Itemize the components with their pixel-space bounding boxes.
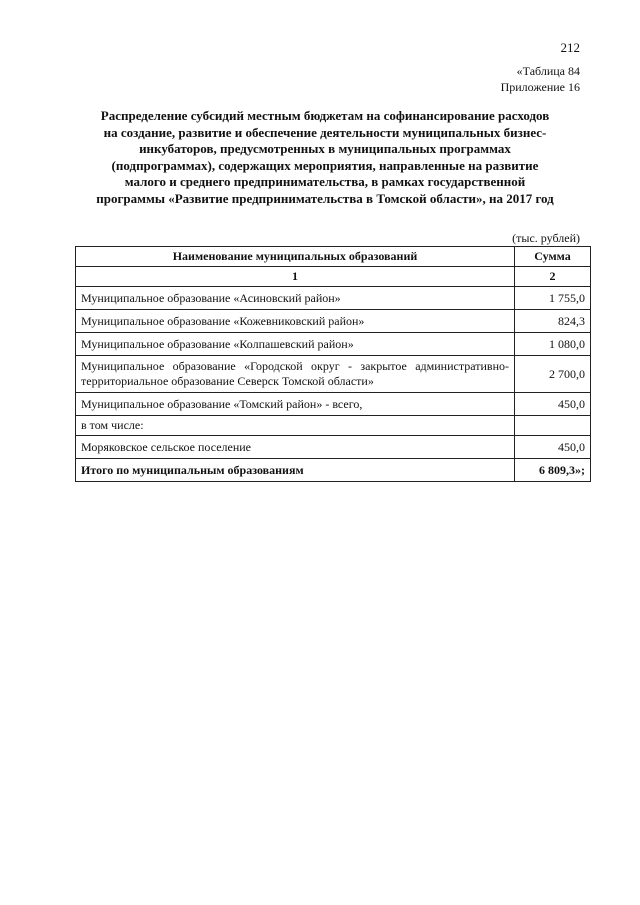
total-row: [76, 459, 591, 482]
total-label: Итого по муниципальным образованиям: [76, 459, 515, 482]
page-number: 212: [560, 40, 580, 55]
municipality-name: Муниципальное образование «Асиновский район»: [76, 287, 515, 310]
subsidy-amount: 1 755,0: [515, 287, 591, 310]
column-header-name: Наименование муниципальных образований: [76, 247, 515, 267]
title-line: Распределение субсидий местным бюджетам на софинансирование расходов: [100, 108, 550, 123]
subsidy-amount: 450,0: [515, 436, 591, 459]
subsidy-amount: 824,3: [515, 310, 591, 333]
subsidy-amount: 2 700,0: [515, 356, 591, 393]
subsidy-table: [75, 246, 591, 482]
table-row: [76, 436, 591, 459]
table-row: [76, 333, 591, 356]
total-amount: 6 809,3»;: [515, 459, 591, 482]
title-line: программы «Развитие предпринимательства в Томской области», на 2017 год: [96, 190, 554, 206]
document-title: [70, 108, 580, 207]
municipality-name: в том числе:: [76, 416, 515, 436]
municipality-name: Муниципальное образование «Кожевниковский район»: [76, 310, 515, 333]
column-number: 1: [76, 267, 515, 287]
subsidy-amount: 1 080,0: [515, 333, 591, 356]
title-line: инкубаторов, предусмотренных в муниципальных программах: [139, 141, 511, 156]
subsidy-amount: [515, 416, 591, 436]
table-header-row: [76, 247, 591, 267]
column-number-row: [76, 267, 591, 287]
title-line: (подпрограммах), содержащих мероприятия, направленные на развитие: [111, 157, 539, 173]
municipality-name: Муниципальное образование «Томский район» - всего,: [76, 393, 515, 416]
municipality-name: Муниципальное образование «Городской округ - закрытое административно-территориальное образование Северск Томской области»: [76, 356, 515, 393]
column-header-sum: Сумма: [515, 247, 591, 267]
title-line: малого и среднего предпринимательства, в рамках государственной: [124, 174, 526, 189]
municipality-name: Муниципальное образование «Колпашевский район»: [76, 333, 515, 356]
subsidy-amount: 450,0: [515, 393, 591, 416]
table-row: [76, 393, 591, 416]
table-row: [76, 356, 591, 393]
appendix-label: [501, 63, 580, 95]
units-label: (тыс. рублей): [512, 231, 580, 245]
title-line: на создание, развитие и обеспечение деятельности муниципальных бизнес-: [103, 124, 547, 140]
municipality-name: Моряковское сельское поселение: [76, 436, 515, 459]
table-row: [76, 287, 591, 310]
appendix-reference: Приложение 16: [500, 80, 580, 94]
column-number: 2: [515, 267, 591, 287]
table-row: [76, 310, 591, 333]
table-reference: «Таблица 84: [516, 64, 580, 78]
table-row: [76, 416, 591, 436]
